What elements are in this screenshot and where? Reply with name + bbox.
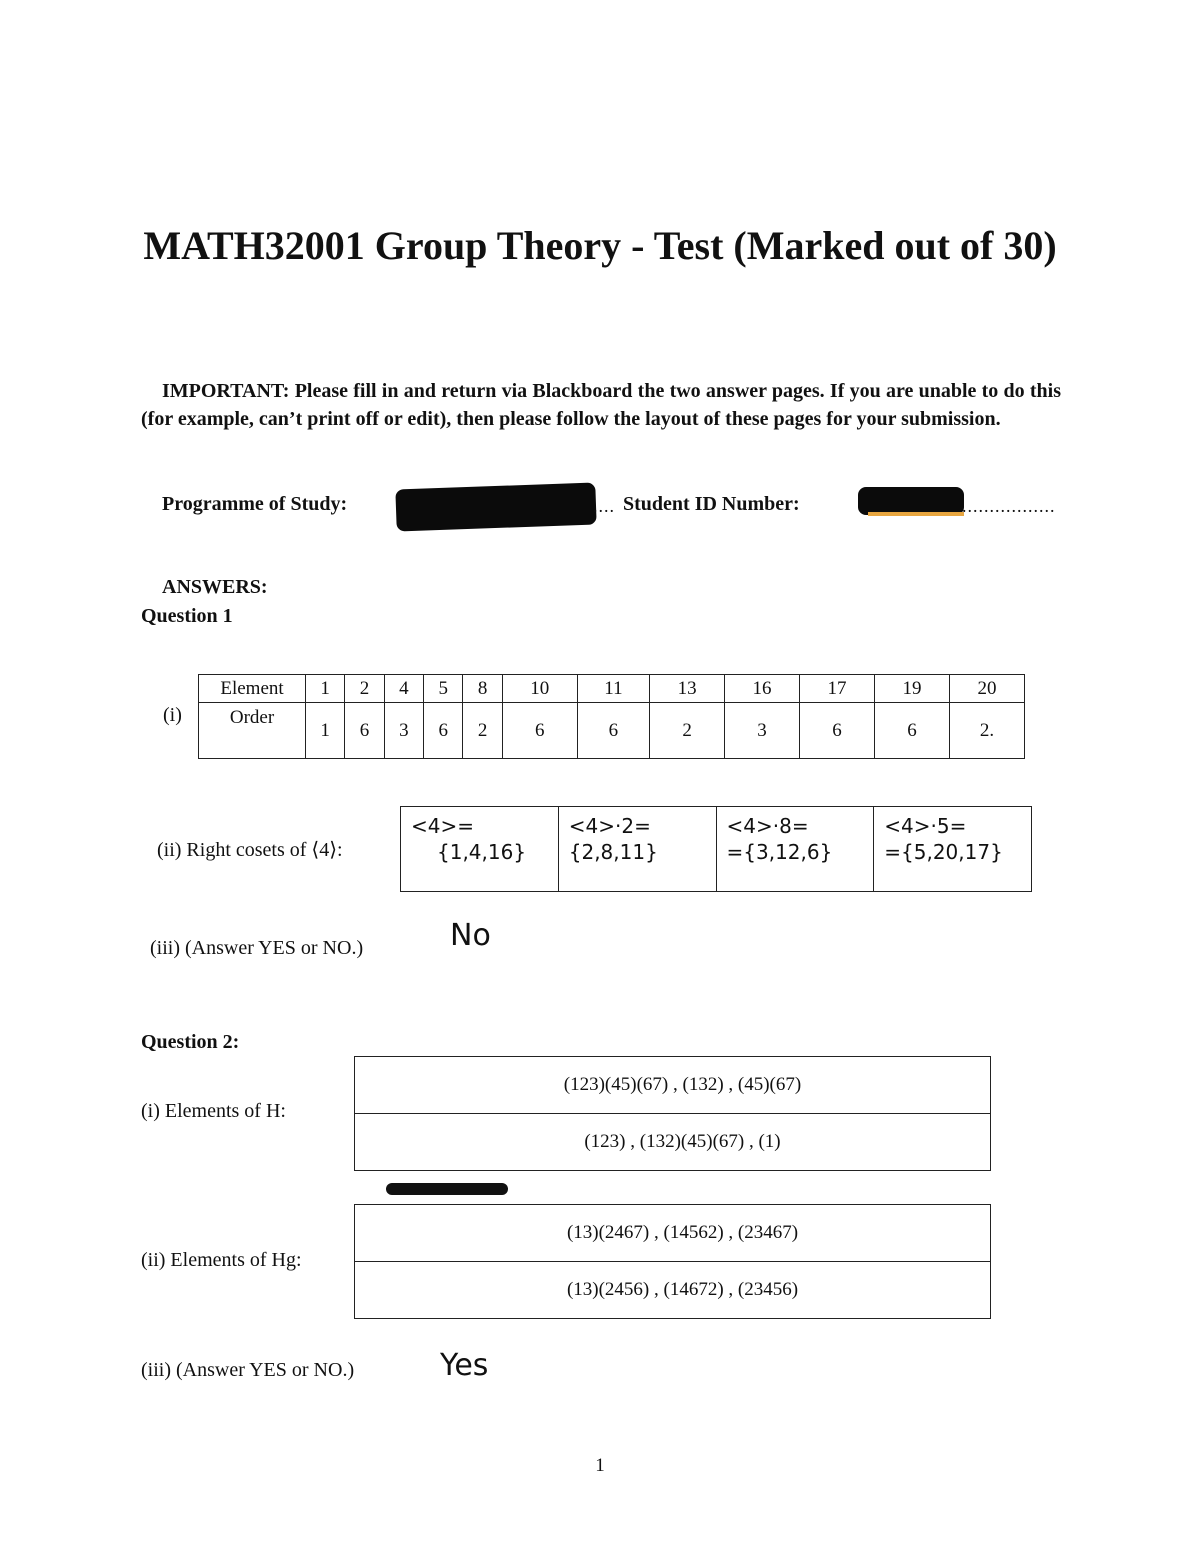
element-header: Element [199, 675, 306, 703]
order-cell[interactable]: 3 [384, 703, 423, 759]
q2-part-ii-label: (ii) Elements of Hg: [141, 1249, 302, 1271]
q1-part-iii-answer[interactable]: No [450, 918, 491, 953]
element-cell: 20 [949, 675, 1024, 703]
coset-body: {2,8,11} [568, 840, 658, 864]
element-cell: 2 [345, 675, 384, 703]
order-cell[interactable]: 2 [463, 703, 502, 759]
q2-part-iii-label: (iii) (Answer YES or NO.) [141, 1359, 355, 1381]
order-cell[interactable]: 6 [577, 703, 649, 759]
important-label: IMPORTANT: [162, 380, 290, 402]
order-cell[interactable]: 1 [306, 703, 345, 759]
coset-head: <4>·8= [726, 814, 809, 838]
coset-cell[interactable] [401, 807, 559, 892]
coset-cell[interactable] [874, 807, 1032, 892]
q2-part-iii-answer[interactable]: Yes [440, 1348, 489, 1383]
elements-h-cell[interactable]: (123)(45)(67) , (132) , (45)(67) [355, 1057, 991, 1114]
element-cell: 16 [725, 675, 800, 703]
elements-hg-row [355, 1205, 991, 1262]
coset-body: ={3,12,6} [726, 840, 833, 864]
order-cell[interactable]: 3 [725, 703, 800, 759]
student-id-label: Student ID Number: [623, 493, 800, 515]
elements-hg-cell[interactable]: (13)(2467) , (14562) , (23467) [355, 1205, 991, 1262]
coset-body: ={5,20,17} [884, 840, 1003, 864]
order-cell[interactable]: 6 [502, 703, 577, 759]
order-cell[interactable]: 2. [949, 703, 1024, 759]
elements-h-row [355, 1114, 991, 1171]
student-id-dots: ................. [962, 496, 1056, 516]
elements-hg-row [355, 1262, 991, 1319]
order-header: Order [199, 703, 306, 759]
element-cell: 10 [502, 675, 577, 703]
coset-cell[interactable] [716, 807, 874, 892]
coset-head: <4>·2= [568, 814, 651, 838]
programme-redaction [395, 483, 596, 532]
order-table [198, 674, 1025, 759]
important-notice [141, 377, 1061, 433]
coset-body: {1,4,16} [437, 840, 527, 864]
element-cell: 8 [463, 675, 502, 703]
element-cell: 19 [875, 675, 950, 703]
order-cell[interactable]: 6 [424, 703, 463, 759]
elements-h-row [355, 1057, 991, 1114]
q1-part-i-label: (i) [163, 704, 182, 726]
question1-heading: Question 1 [141, 605, 233, 627]
question2-heading: Question 2: [141, 1031, 240, 1053]
elements-hg-table [354, 1204, 991, 1319]
element-cell: 5 [424, 675, 463, 703]
element-cell: 11 [577, 675, 649, 703]
cosets-row [401, 807, 1032, 892]
important-text: Please fill in and return via Blackboard the two answer pages. If you are unable to do this (for example, can’t print off or edit), then please follow the layout of these pages for your submission. [141, 380, 1062, 430]
student-id-highlight [868, 512, 964, 516]
answers-heading: ANSWERS: [162, 576, 268, 598]
element-cell: 13 [650, 675, 725, 703]
order-cell[interactable]: 2 [650, 703, 725, 759]
order-cell[interactable]: 6 [345, 703, 384, 759]
elements-h-cell[interactable]: (123) , (132)(45)(67) , (1) [355, 1114, 991, 1171]
student-id-redaction [858, 487, 964, 515]
order-row [199, 703, 1025, 759]
programme-dots: .... [593, 496, 615, 516]
page-title: MATH32001 Group Theory - Test (Marked out of 30) [143, 223, 1057, 268]
element-cell: 1 [306, 675, 345, 703]
coset-head: <4>·5= [884, 814, 967, 838]
q1-part-iii-label: (iii) (Answer YES or NO.) [150, 937, 364, 959]
elements-hg-cell[interactable]: (13)(2456) , (14672) , (23456) [355, 1262, 991, 1319]
crossed-out-scribble [386, 1183, 508, 1195]
order-cell[interactable]: 6 [875, 703, 950, 759]
elements-h-table [354, 1056, 991, 1171]
programme-label: Programme of Study: [162, 493, 348, 515]
q2-part-i-label: (i) Elements of H: [141, 1100, 286, 1122]
page-number: 1 [595, 1455, 605, 1476]
element-cell: 4 [384, 675, 423, 703]
coset-cell[interactable] [558, 807, 716, 892]
q1-part-ii-label: (ii) Right cosets of ⟨4⟩: [157, 839, 343, 861]
coset-head: <4>= [411, 814, 474, 838]
order-cell[interactable]: 6 [800, 703, 875, 759]
cosets-table [400, 806, 1032, 892]
element-row [199, 675, 1025, 703]
element-cell: 17 [800, 675, 875, 703]
